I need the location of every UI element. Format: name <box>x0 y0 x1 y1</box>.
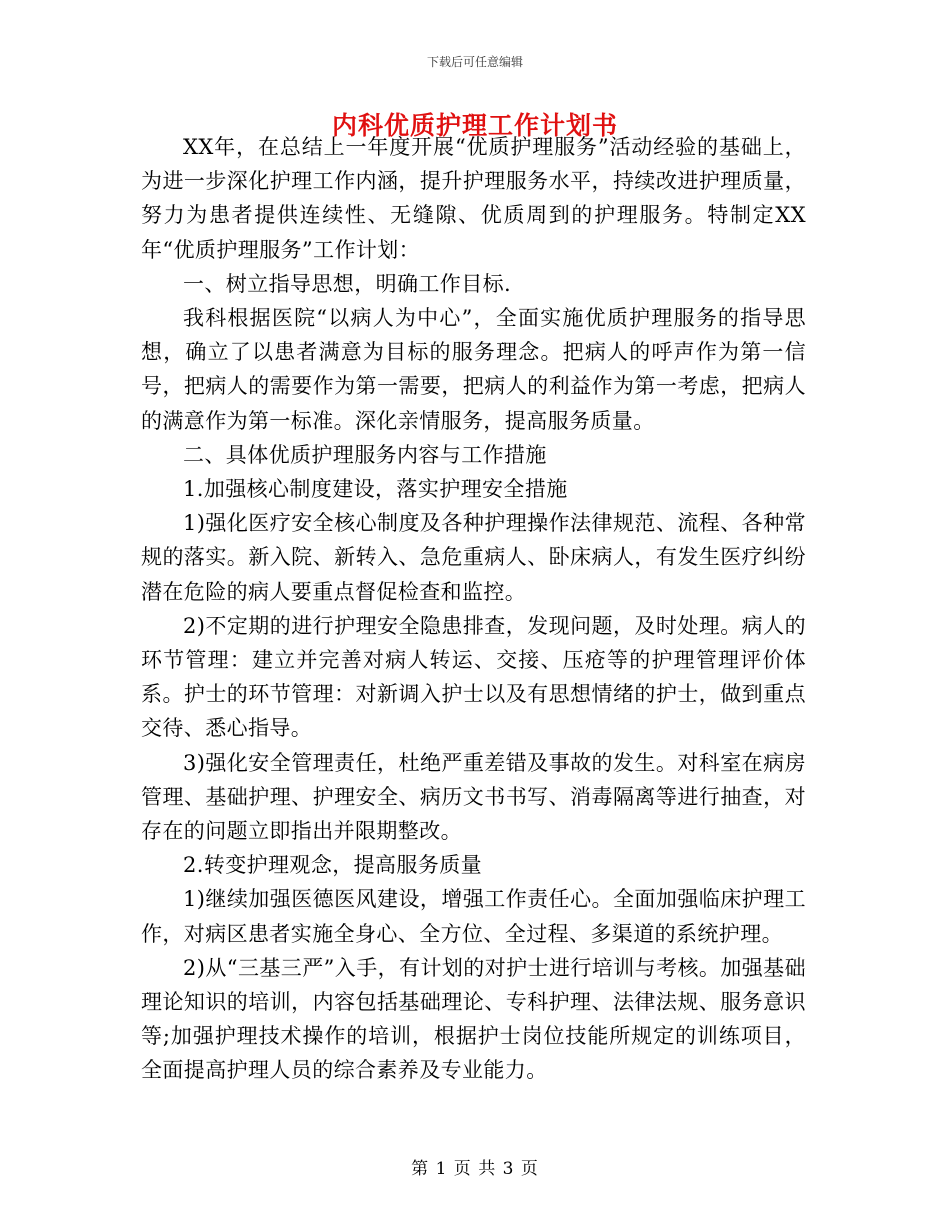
paragraph-item-2-2: 2)从“三基三严”入手，有计划的对护士进行培训与考核。加强基础理论知识的培训，内容包括基础理论、专科护理、法律法规、服务意识等;加强护理技术操作的培训，根据护士岗位技能所规定的训练项目，全面提高护理人员的综合素养及专业能力。 <box>141 955 806 1083</box>
paragraph-item-1-2: 2)不定期的进行护理安全隐患排查，发现问题，及时处理。病人的环节管理：建立并完善对病人转运、交接、压疮等的护理管理评价体系。护士的环节管理：对新调入护士以及有思想情绪的护士，做到重点交待、悉心指导。 <box>141 613 806 741</box>
section-heading-1: 一、树立指导思想，明确工作目标. <box>183 271 512 296</box>
paragraph-item-1-3: 3)强化安全管理责任，杜绝严重差错及事故的发生。对科室在病房管理、基础护理、护理安全、病历文书书写、消毒隔离等进行抽查，对存在的问题立即指出并限期整改。 <box>141 750 806 844</box>
subsection-heading-2: 2.转变护理观念，提高服务质量 <box>183 853 483 878</box>
paragraph-guiding-thought: 我科根据医院“以病人为中心”，全面实施优质护理服务的指导思想，确立了以患者满意为目标的服务理念。把病人的呼声作为第一信号，把病人的需要作为第一需要，把病人的利益作为第一考虑，把病人的满意作为第一标准。深化亲情服务，提高服务质量。 <box>141 306 806 433</box>
paragraph-item-1-1: 1)强化医疗安全核心制度及各种护理操作法律规范、流程、各种常规的落实。新入院、新转入、急危重病人、卧床病人，有发生医疗纠纷潜在危险的病人要重点督促检查和监控。 <box>141 511 806 604</box>
header-note: 下载后可任意编辑 <box>426 55 523 69</box>
document-title: 内科优质护理工作计划书 <box>331 111 618 140</box>
section-heading-2: 二、具体优质护理服务内容与工作措施 <box>183 442 547 467</box>
subsection-heading-1: 1.加强核心制度建设，落实护理安全措施 <box>183 477 568 502</box>
paragraph-intro: XX年，在总结上一年度开展“优质护理服务”活动经验的基础上，为进一步深化护理工作内涵，提升护理服务水平，持续改进护理质量，努力为患者提供连续性、无缝隙、优质周到的护理服务。特制定XX年“优质护理服务”工作计划： <box>141 135 806 262</box>
page-footer: 第 1 页 共 3 页 <box>411 1159 539 1179</box>
paragraph-item-2-1: 1)继续加强医德医风建设，增强工作责任心。全面加强临床护理工作，对病区患者实施全身心、全方位、全过程、多渠道的系统护理。 <box>141 887 806 946</box>
document-body <box>141 130 806 1088</box>
